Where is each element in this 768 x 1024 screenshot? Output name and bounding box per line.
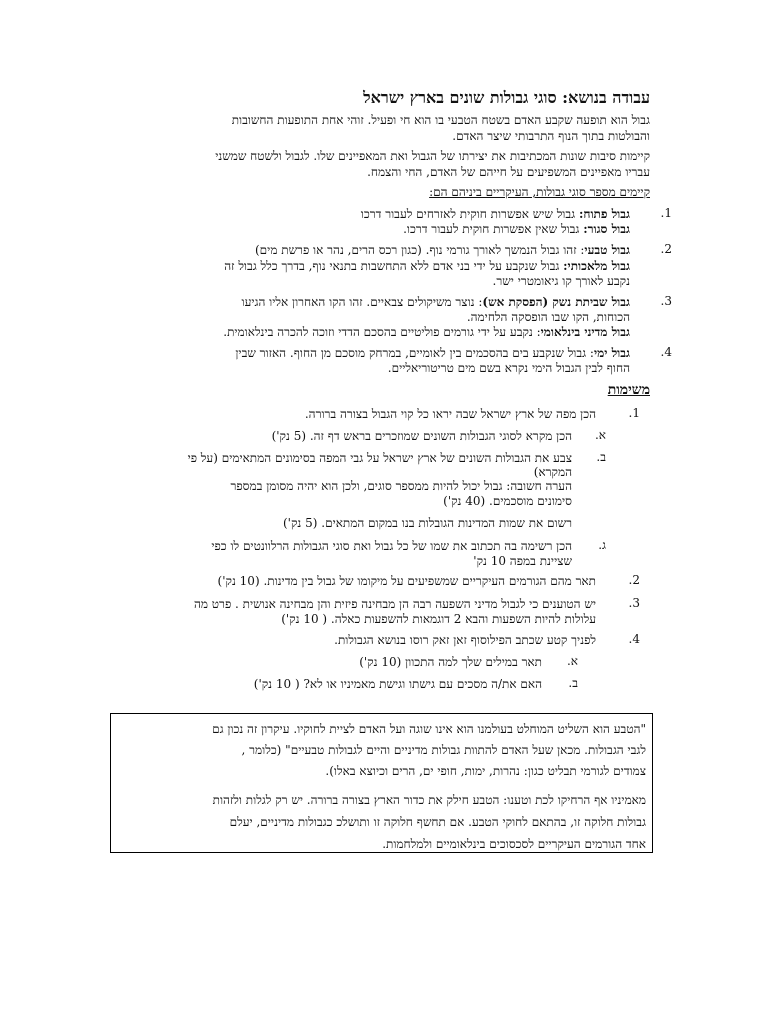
task-1b-line-1: צבע את הגבולות השונים של ארץ ישראל על גבי המפה בסימונים המתאימים (על פי [187,451,572,465]
task-4b-text: האם את/ה מסכים עם גישתו וגישת מאמיניו או לא? ( 10 נק') [253,677,542,691]
task-4-number: 4. [628,632,640,646]
reasons-line-2: עבריו מאפיינים המשפיעים על חייהם של האדם, החי והצמח. [367,165,650,179]
quote-line-1: "הטבע הוא השליט המוחלט בעולמנו הוא אינו שוגה ועל האדם לציית לחוקיו. עיקרון זה נכון גם [212,722,646,736]
task-1g-line-1: הכן רשימה בה תכתוב את שמו של כל גבול ואת סוגי הגבולות הרלוונטים לו כפי [211,539,572,553]
type-3-number: 3. [660,294,672,308]
task-3-line-2: עלולות להיות השפעות והבא 2 דוגמאות להשפעות כאלה. ( 10 נק') [281,612,596,626]
page-title: עבודה בנושא: סוגי גבולות שונים בארץ ישראל [363,88,650,107]
tasks-heading: משימות [607,382,650,398]
term-natural-border: גבול טבעי [584,243,630,257]
def-maritime-border: : גבול שנקבע בים בהסכמים בין לאומיים, במרחק מוסכם מן החוף. האזור שבין [235,346,594,360]
reasons-line-1: קיימות סיבות שונות המכתיבות את יצירתו של הגבול ואת המאפיינים שלו. לגבול ולשטח שמשני [215,149,650,163]
term-maritime-border: גבול ימי [593,346,630,360]
intro-line-1: גבול הוא תופעה שקבע האדם בשטח הטבעי בו הוא חי ופעיל. זוהי אחת התופעות החשובות [231,113,650,127]
types-heading: קיימים מספר סוגי גבולות, העיקריים ביניהם הם: [429,185,650,199]
term-international-border: גבול מדיני בינלאומי [540,325,630,339]
task-1b-line-2: המקרא) [533,465,572,479]
task-3-number: 3. [628,596,640,610]
task-1-text: הכן מפה של ארץ ישראל שבה יראו כל קוי הגבול בצורה ברורה. [304,407,596,421]
quote-line-4: מאמיניו אף הרחיקו לכת וטענו: הטבע חילק את כדור הארץ בצורה ברורה. יש רק לגלות ולזהות [212,793,646,807]
type-1-line-2 [403,221,630,238]
def-international-border: : נקבע על ידי גורמים פוליטיים בהסכם הדדי וזוכה להכרה בינלאומית. [223,325,541,339]
type-4-number: 4. [660,345,672,359]
type-1-number: 1. [660,206,672,220]
quote-line-5: גבולות חלוקה זו, בהתאם לחוקי הטבע. אם תחשף חלוקה זו ותושלכ כגבולות מדיניים, יעלם [229,815,646,829]
type-2-line-3 [493,273,630,290]
def-maritime-border-cont: החוף לבין הגבול הימי נקרא בשם מים טריטוריאליים. [387,361,630,375]
task-4a-text: תאר במילים שלך למה התכוון (10 נק') [359,655,542,669]
term-armistice-border: גבול שביתת נשק (הפסקת אש) [482,295,630,309]
def-armistice-border: : נוצר משיקולים צבאיים. זהו הקו האחרון אליו הגיעו [241,295,483,309]
type-4-line-2 [388,360,630,377]
task-2-number: 2. [628,573,640,587]
type-2-line-1 [255,242,630,259]
intro-line-2: והבולטות בתוך הנוף התרבותי שיצר האדם. [452,129,650,143]
term-closed-border: גבול סגור: [583,222,630,236]
task-1a-text: הכן מקרא לסוגי הגבולות השונים שמוזכרים בראש דף זה. (5 נק') [271,429,572,443]
task-1c-text: רשום את שמות המדינות הגובלות בנו במקום המתאים. (5 נק') [283,516,572,530]
def-open-border: גבול שיש אפשרות חוקית לאזרחים לעבור דרכו [360,207,579,221]
term-artificial-border: גבול מלאכותי: [563,259,630,273]
task-1b-line-3: הערה חשובה: גבול יכול להיות ממספר סוגים, ולכן הוא יהיה מסומן במספר [230,479,572,493]
quote-line-2: לגבי הגבולות. מכאן שעל האדם להתוות גבולות מדיניים והיים לגבולות טבעיים" (כלומר , [241,743,646,757]
task-1g-line-2: שציינת במפה 10 נק' [473,554,572,568]
task-4b-marker: ב. [568,676,578,690]
task-3-line-1: יש הטוענים כי לגבול מדיני השפעה רבה הן מבחינה פיזית והן מבחינה אנושית . פרט מה [193,597,596,611]
task-4a-marker: א. [566,654,578,668]
task-1b-line-4: סימונים מוסכמים. (40 נק') [443,494,572,508]
task-1a-marker: א. [594,428,606,442]
quote-line-3: צמודים לגורמי תבליט כגון: נהרות, ימות, חופי ים, הרים וכיוצא באלו). [325,764,646,778]
term-open-border: גבול פתוח: [578,207,630,221]
def-artificial-border-cont: נקבע לאורך קו גיאומטרי ישר. [492,274,630,288]
type-3-line-3 [223,324,630,341]
task-1-number: 1. [628,406,640,420]
def-armistice-border-cont: הכוחות, הקו שבו הופסקה הלחימה. [466,310,630,324]
type-2-number: 2. [660,242,672,256]
def-natural-border: : זהו גבול הנמשך לאורך גורמי נוף. (כגון רכס הרים, נהר או פרשת מים) [255,243,585,257]
quote-line-6: אחד הגורמים העיקריים לסכסוכים בינלאומיים ולמלחמות. [382,837,646,851]
task-1b-marker: ב. [596,450,606,464]
def-artificial-border: גבול שנקבע על ידי בני אדם ללא התחשבות בתנאי נוף, בדרך כלל גבול זה [224,259,564,273]
task-4-text: לפניך קטע שכתב הפילוסוף זאן זאק רוסו בנושא הגבולות. [334,633,596,647]
def-closed-border: גבול שאין אפשרות חוקית לעבור דרכו. [403,222,584,236]
task-2-text: תאר מהם הגורמים העיקריים שמשפיעים על מיקומו של גבול בין מדינות. (10 נק') [217,574,596,588]
task-1g-marker: ג. [598,538,606,552]
